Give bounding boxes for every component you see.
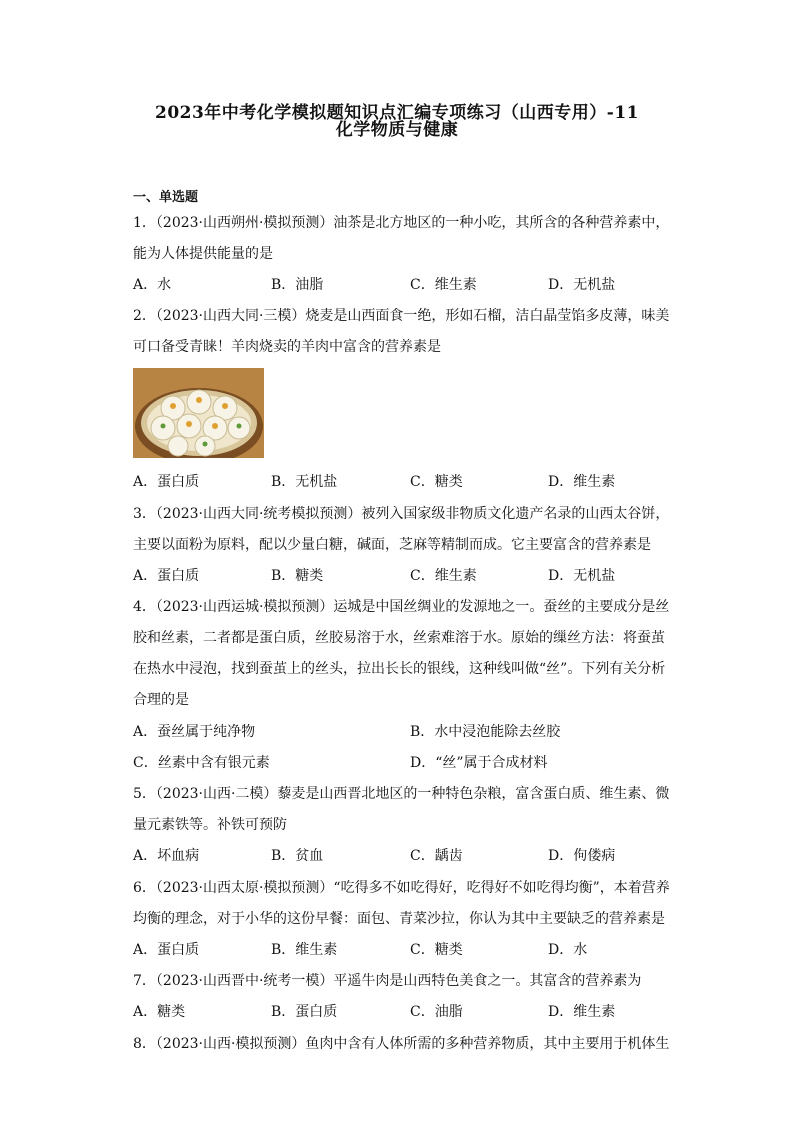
question-3-option-a: A．蛋白质 bbox=[133, 568, 200, 584]
question-6-option-d: D．水 bbox=[548, 942, 588, 958]
question-8-line-1: 8．（2023·山西·模拟预测）鱼肉中含有人体所需的多种营养物质，其中主要用于机体生 bbox=[133, 1036, 670, 1052]
question-2-line-2: 可口备受青睐！羊肉烧卖的羊肉中富含的营养素是 bbox=[133, 339, 441, 355]
question-6-option-b: B．维生素 bbox=[271, 942, 338, 958]
question-4-option-d: D．“丝”属于合成材料 bbox=[410, 755, 548, 771]
question-2-option-b: B．无机盐 bbox=[271, 474, 338, 490]
question-4-option-b: B．水中浸泡能除去丝胶 bbox=[410, 724, 561, 740]
question-6-option-c: C．糖类 bbox=[410, 942, 463, 958]
question-4-option-c: C．丝素中含有银元素 bbox=[133, 755, 270, 771]
question-2-option-d: D．维生素 bbox=[548, 474, 616, 490]
question-1-line-2: 能为人体提供能量的是 bbox=[133, 246, 273, 262]
question-4-line-2: 胶和丝素，二者都是蛋白质，丝胶易溶于水，丝索难溶于水。原始的缫丝方法：将蚕茧 bbox=[133, 630, 665, 646]
question-5-line-1: 5．（2023·山西·二模）藜麦是山西晋北地区的一种特色杂粮，富含蛋白质、维生素、微 bbox=[133, 786, 670, 802]
shaomai-photo bbox=[133, 368, 264, 458]
question-1-option-d: D．无机盐 bbox=[548, 277, 616, 293]
question-5-line-2: 量元素铁等。补铁可预防 bbox=[133, 817, 287, 833]
question-3-line-1: 3．（2023·山西大同·统考模拟预测）被列入国家级非物质文化遗产名录的山西太谷饼， bbox=[133, 506, 670, 522]
question-2-option-c: C．糖类 bbox=[410, 474, 463, 490]
question-7-option-b: B．蛋白质 bbox=[271, 1004, 338, 1020]
question-7-option-c: C．油脂 bbox=[410, 1004, 463, 1020]
question-6-option-a: A．蛋白质 bbox=[133, 942, 200, 958]
question-5-option-d: D．佝偻病 bbox=[548, 848, 616, 864]
question-3-option-c: C．维生素 bbox=[410, 568, 477, 584]
question-7-line-1: 7．（2023·山西晋中·统考一模）平遥牛肉是山西特色美食之一。其富含的营养素为 bbox=[133, 973, 642, 989]
question-1-option-b: B．油脂 bbox=[271, 277, 324, 293]
question-5-option-b: B．贫血 bbox=[271, 848, 324, 864]
question-6-line-2: 均衡的理念，对于小华的这份早餐：面包、青菜沙拉，你认为其中主要缺乏的营养素是 bbox=[133, 911, 665, 927]
document-title-line1: 2023年中考化学模拟题知识点汇编专项练习（山西专用）-11 bbox=[154, 103, 640, 123]
question-5-option-c: C．龋齿 bbox=[410, 848, 463, 864]
question-4-option-a: A．蚕丝属于纯净物 bbox=[133, 724, 256, 740]
question-7-option-d: D．维生素 bbox=[548, 1004, 616, 1020]
question-4-line-4: 合理的是 bbox=[133, 692, 189, 708]
question-4-line-1: 4．（2023·山西运城·模拟预测）运城是中国丝绸业的发源地之一。蚕丝的主要成分是丝 bbox=[133, 599, 670, 615]
question-7-option-a: A．糖类 bbox=[133, 1004, 186, 1020]
question-5-option-a: A．坏血病 bbox=[133, 848, 200, 864]
question-2-line-1: 2．（2023·山西大同·三模）烧麦是山西面食一绝，形如石榴，洁白晶莹馅多皮薄，味美 bbox=[133, 308, 670, 324]
question-3-option-b: B．糖类 bbox=[271, 568, 324, 584]
question-4-line-3: 在热水中浸泡，找到蚕茧上的丝头，拉出长长的银线，这种线叫做“丝”。下列有关分析 bbox=[133, 661, 666, 677]
question-1-line-1: 1．（2023·山西朔州·模拟预测）油茶是北方地区的一种小吃，其所含的各种营养素中， bbox=[133, 215, 670, 231]
question-1-option-c: C．维生素 bbox=[410, 277, 477, 293]
document-title-line2: 化学物质与健康 bbox=[335, 120, 459, 140]
question-3-line-2: 主要以面粉为原料，配以少量白糖，碱面，芝麻等精制而成。它主要富含的营养素是 bbox=[133, 537, 651, 553]
question-2-option-a: A．蛋白质 bbox=[133, 474, 200, 490]
question-6-line-1: 6．（2023·山西太原·模拟预测）“吃得多不如吃得好，吃得好不如吃得均衡”，本着营养 bbox=[133, 880, 670, 896]
question-3-option-d: D．无机盐 bbox=[548, 568, 616, 584]
question-1-option-a: A．水 bbox=[133, 277, 172, 293]
shaomai-image-icon bbox=[133, 368, 264, 458]
section-heading: 一、单选题 bbox=[133, 190, 199, 205]
